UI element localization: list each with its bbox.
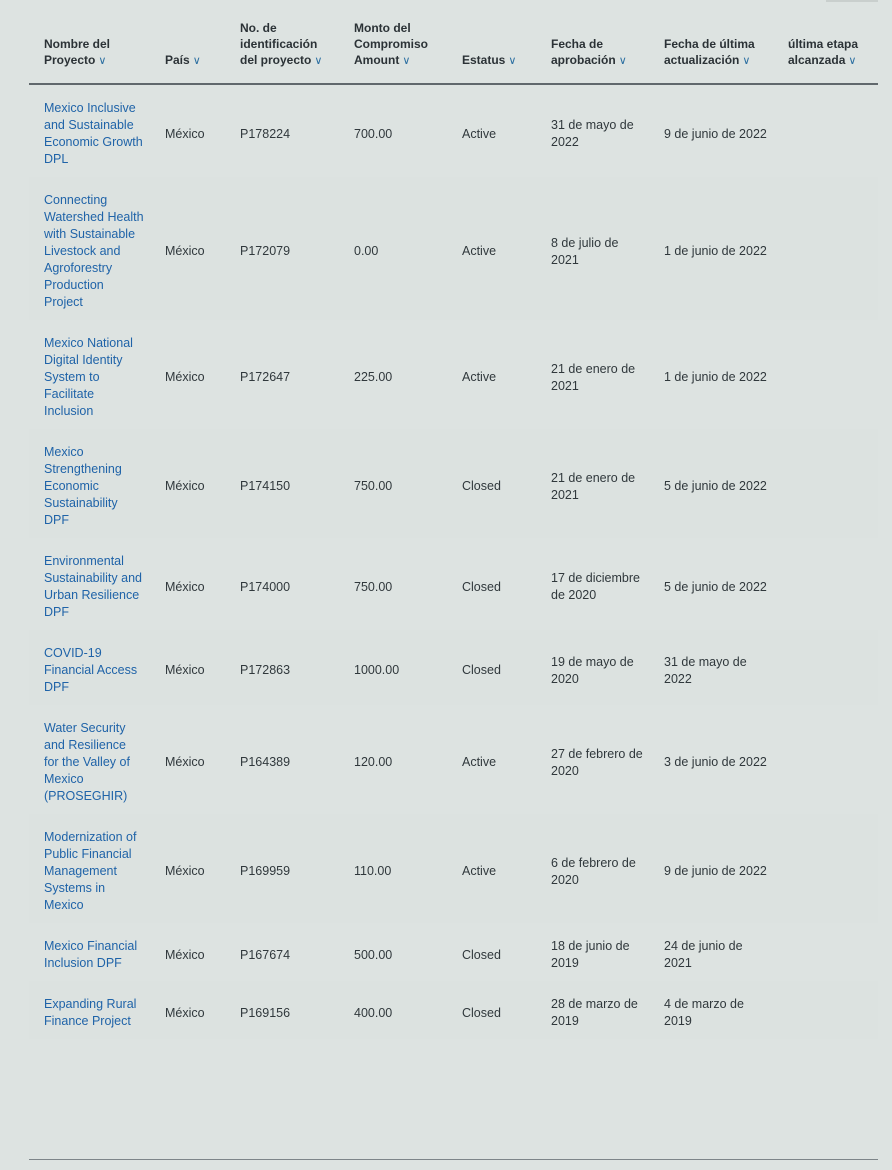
status-cell: Closed [447, 538, 536, 630]
last-update-cell: 9 de junio de 2022 [649, 814, 773, 923]
chevron-down-icon[interactable]: ∨ [742, 55, 751, 67]
header-label: País [165, 53, 190, 67]
approval-date-cell: 28 de marzo de 2019 [536, 981, 649, 1039]
status-cell: Active [447, 705, 536, 814]
chevron-down-icon[interactable]: ∨ [98, 55, 107, 67]
table-row [29, 177, 878, 320]
chevron-down-icon[interactable]: ∨ [314, 55, 323, 67]
last-update-cell: 1 de junio de 2022 [649, 177, 773, 320]
project-id-cell: P174000 [225, 538, 339, 630]
country-cell: México [150, 923, 225, 981]
table-row [29, 981, 878, 1039]
project-name-cell [29, 630, 150, 705]
header-label: Fecha de aprobación [551, 37, 616, 67]
country-cell: México [150, 705, 225, 814]
country-cell: México [150, 814, 225, 923]
table-row [29, 814, 878, 923]
project-name-link[interactable]: Modernization of Public Financial Management Systems in Mexico [44, 830, 137, 912]
project-name-cell [29, 538, 150, 630]
header-last-stage[interactable] [773, 16, 878, 84]
header-label: Fecha de última actualización [664, 37, 755, 67]
last-update-cell: 3 de junio de 2022 [649, 705, 773, 814]
amount-cell: 1000.00 [339, 630, 447, 705]
amount-cell: 400.00 [339, 981, 447, 1039]
header-project-id[interactable] [225, 16, 339, 84]
country-cell: México [150, 429, 225, 538]
project-name-cell [29, 84, 150, 177]
country-cell: México [150, 177, 225, 320]
chevron-down-icon[interactable]: ∨ [508, 55, 517, 67]
project-name-cell [29, 923, 150, 981]
table-row [29, 429, 878, 538]
table-row [29, 84, 878, 177]
header-label: última etapa alcanzada [788, 37, 859, 67]
header-label: Monto del Compromiso Amount [354, 21, 429, 67]
approval-date-cell: 21 de enero de 2021 [536, 429, 649, 538]
approval-date-cell: 27 de febrero de 2020 [536, 705, 649, 814]
project-name-link[interactable]: Mexico National Digital Identity System to Facilitate Inclusion [44, 336, 133, 418]
approval-date-cell: 17 de diciembre de 2020 [536, 538, 649, 630]
header-status[interactable] [447, 16, 536, 84]
project-id-cell: P178224 [225, 84, 339, 177]
last-update-cell: 24 de junio de 2021 [649, 923, 773, 981]
amount-cell: 225.00 [339, 320, 447, 429]
approval-date-cell: 19 de mayo de 2020 [536, 630, 649, 705]
approval-date-cell: 31 de mayo de 2022 [536, 84, 649, 177]
project-id-cell: P172079 [225, 177, 339, 320]
project-name-cell [29, 814, 150, 923]
country-cell: México [150, 630, 225, 705]
chevron-down-icon[interactable]: ∨ [618, 55, 627, 67]
approval-date-cell: 6 de febrero de 2020 [536, 814, 649, 923]
project-name-cell [29, 981, 150, 1039]
last-stage-cell [773, 538, 878, 630]
last-stage-cell [773, 981, 878, 1039]
last-stage-cell [773, 429, 878, 538]
project-id-cell: P172647 [225, 320, 339, 429]
status-cell: Closed [447, 429, 536, 538]
project-id-cell: P172863 [225, 630, 339, 705]
header-approval-date[interactable] [536, 16, 649, 84]
project-id-cell: P169959 [225, 814, 339, 923]
chevron-down-icon[interactable]: ∨ [192, 55, 201, 67]
last-update-cell: 1 de junio de 2022 [649, 320, 773, 429]
project-id-cell: P174150 [225, 429, 339, 538]
approval-date-cell: 8 de julio de 2021 [536, 177, 649, 320]
amount-cell: 750.00 [339, 429, 447, 538]
header-label: Nombre del Proyecto [44, 37, 111, 67]
status-cell: Closed [447, 630, 536, 705]
table-row [29, 705, 878, 814]
last-stage-cell [773, 177, 878, 320]
status-cell: Active [447, 320, 536, 429]
last-update-cell: 9 de junio de 2022 [649, 84, 773, 177]
status-cell: Active [447, 177, 536, 320]
status-cell: Closed [447, 981, 536, 1039]
project-name-link[interactable]: COVID-19 Financial Access DPF [44, 646, 138, 694]
status-cell: Closed [447, 923, 536, 981]
table-bottom-rule [29, 1159, 878, 1160]
last-update-cell: 4 de marzo de 2019 [649, 981, 773, 1039]
last-update-cell: 5 de junio de 2022 [649, 538, 773, 630]
project-name-link[interactable]: Environmental Sustainability and Urban Resilience DPF [44, 554, 142, 619]
header-project-name[interactable] [29, 16, 150, 84]
country-cell: México [150, 84, 225, 177]
header-label: No. de identificación del proyecto [240, 21, 318, 67]
chevron-down-icon[interactable]: ∨ [402, 55, 411, 67]
amount-cell: 500.00 [339, 923, 447, 981]
approval-date-cell: 18 de junio de 2019 [536, 923, 649, 981]
project-id-cell: P169156 [225, 981, 339, 1039]
last-update-cell: 31 de mayo de 2022 [649, 630, 773, 705]
amount-cell: 120.00 [339, 705, 447, 814]
table-row [29, 320, 878, 429]
amount-cell: 750.00 [339, 538, 447, 630]
projects-table [29, 16, 878, 1039]
project-name-cell [29, 320, 150, 429]
table-row [29, 630, 878, 705]
amount-cell: 0.00 [339, 177, 447, 320]
status-cell: Active [447, 814, 536, 923]
header-label: Estatus [462, 53, 506, 67]
table-row [29, 538, 878, 630]
last-stage-cell [773, 705, 878, 814]
country-cell: México [150, 981, 225, 1039]
amount-cell: 110.00 [339, 814, 447, 923]
top-divider [826, 0, 878, 2]
country-cell: México [150, 320, 225, 429]
project-name-cell [29, 177, 150, 320]
project-name-link[interactable]: Water Security and Resilience for the Valley of Mexico (PROSEGHIR) [44, 721, 130, 803]
table-body [29, 84, 878, 1039]
last-stage-cell [773, 630, 878, 705]
project-name-link[interactable]: Expanding Rural Finance Project [44, 997, 137, 1028]
last-stage-cell [773, 320, 878, 429]
header-country[interactable] [150, 16, 225, 84]
project-id-cell: P167674 [225, 923, 339, 981]
last-stage-cell [773, 814, 878, 923]
project-name-link[interactable]: Mexico Financial Inclusion DPF [44, 939, 138, 970]
last-stage-cell [773, 923, 878, 981]
last-stage-cell [773, 84, 878, 177]
project-name-link[interactable]: Connecting Watershed Health with Sustainable Livestock and Agroforestry Production Project [44, 193, 144, 309]
project-name-cell [29, 429, 150, 538]
status-cell: Active [447, 84, 536, 177]
header-commitment-amount[interactable] [339, 16, 447, 84]
header-last-update[interactable] [649, 16, 773, 84]
approval-date-cell: 21 de enero de 2021 [536, 320, 649, 429]
project-name-link[interactable]: Mexico Inclusive and Sustainable Economic Growth DPL [44, 101, 143, 166]
table-header-row [29, 16, 878, 84]
amount-cell: 700.00 [339, 84, 447, 177]
project-id-cell: P164389 [225, 705, 339, 814]
last-update-cell: 5 de junio de 2022 [649, 429, 773, 538]
chevron-down-icon[interactable]: ∨ [848, 55, 857, 67]
table-row [29, 923, 878, 981]
project-name-link[interactable]: Mexico Strengthening Economic Sustainability DPF [44, 445, 122, 527]
project-name-cell [29, 705, 150, 814]
country-cell: México [150, 538, 225, 630]
